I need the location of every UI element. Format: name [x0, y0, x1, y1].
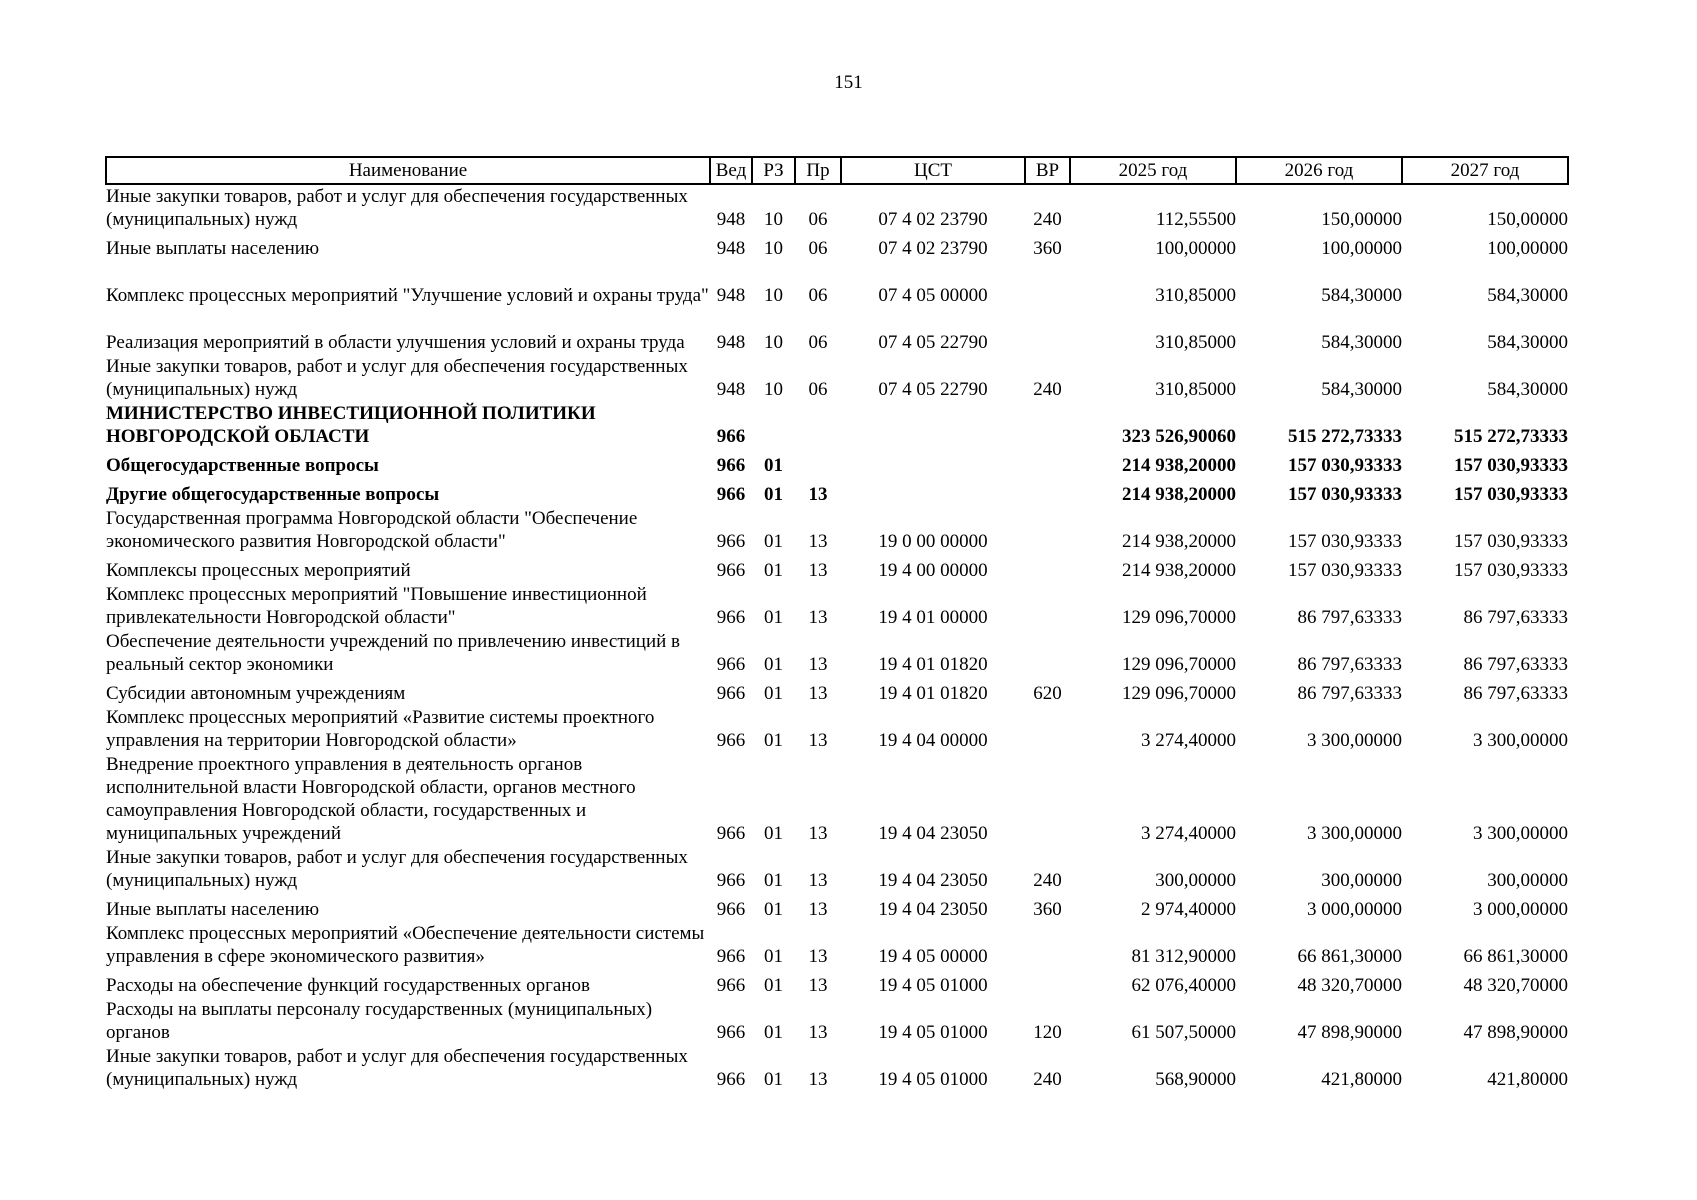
- row-ved: 966: [716, 426, 746, 447]
- row-2025: 3 274,40000: [1141, 730, 1236, 751]
- row-2027: 157 030,93333: [1454, 484, 1568, 505]
- table-row: [106, 582, 1568, 629]
- row-cst: 07 4 02 23790: [878, 209, 988, 230]
- row-rz: 01: [764, 683, 783, 704]
- table-row: [106, 921, 1568, 968]
- table-row: [106, 629, 1568, 676]
- table-row: [106, 553, 1568, 582]
- row-pr: 13: [808, 1022, 828, 1043]
- row-2027: 584,30000: [1487, 285, 1568, 306]
- row-2027: 86 797,63333: [1463, 683, 1568, 704]
- row-2026: 86 797,63333: [1297, 654, 1402, 675]
- row-2026: 157 030,93333: [1288, 560, 1402, 581]
- row-2027: 157 030,93333: [1454, 531, 1568, 552]
- row-vr: 360: [1033, 238, 1062, 259]
- row-vr: [1025, 629, 1070, 676]
- row-2027: 3 300,00000: [1473, 823, 1568, 844]
- row-pr: 13: [808, 870, 828, 891]
- row-rz: 01: [764, 560, 783, 581]
- row-2026: 300,00000: [1321, 870, 1402, 891]
- row-ved: 966: [716, 484, 746, 505]
- row-rz: [752, 401, 795, 448]
- row-ved: 966: [716, 654, 746, 675]
- row-2025: 300,00000: [1155, 870, 1236, 891]
- row-vr: 240: [1033, 209, 1062, 230]
- row-vr: [1025, 307, 1070, 354]
- row-2025: 310,85000: [1155, 379, 1236, 400]
- row-2026: 66 861,30000: [1297, 946, 1402, 967]
- row-2027: 421,80000: [1487, 1069, 1568, 1090]
- row-ved: 948: [716, 285, 746, 306]
- row-pr: 13: [808, 730, 828, 751]
- row-2025: 129 096,70000: [1122, 607, 1236, 628]
- row-cst: 19 4 05 01000: [878, 1022, 988, 1043]
- row-name: Иные закупки товаров, работ и услуг для обеспечения государственных (муниципальных) нужд: [106, 1046, 688, 1090]
- row-pr: [795, 401, 841, 448]
- row-vr: 620: [1033, 683, 1062, 704]
- row-2025: 214 938,20000: [1122, 455, 1236, 476]
- row-cst: 19 4 04 23050: [878, 870, 988, 891]
- row-2025: 310,85000: [1155, 332, 1236, 353]
- row-2025: 129 096,70000: [1122, 654, 1236, 675]
- row-2025: 62 076,40000: [1131, 975, 1236, 996]
- row-ved: 948: [716, 332, 746, 353]
- row-rz: 01: [764, 975, 783, 996]
- table-row-subsection: [106, 477, 1568, 506]
- row-2026: 3 000,00000: [1307, 899, 1402, 920]
- row-cst: 19 4 04 23050: [878, 823, 988, 844]
- row-pr: 13: [808, 607, 828, 628]
- row-ved: 966: [716, 975, 746, 996]
- row-2027: 100,00000: [1487, 238, 1568, 259]
- row-name: Обеспечение деятельности учреждений по привлечению инвестиций в реальный сектор экономики: [106, 631, 681, 675]
- row-name: Общегосударственные вопросы: [106, 455, 379, 476]
- row-2026: 421,80000: [1321, 1069, 1402, 1090]
- row-rz: 01: [764, 531, 783, 552]
- row-2027: 86 797,63333: [1463, 654, 1568, 675]
- row-pr: 13: [808, 683, 828, 704]
- row-2026: 584,30000: [1321, 285, 1402, 306]
- row-rz: 01: [764, 870, 783, 891]
- row-vr: [1025, 921, 1070, 968]
- row-ved: 948: [716, 238, 746, 259]
- row-ved: 948: [716, 209, 746, 230]
- row-vr: [1025, 506, 1070, 553]
- row-2026: 86 797,63333: [1297, 607, 1402, 628]
- header-cst: ЦСТ: [841, 157, 1025, 184]
- row-pr: 13: [808, 899, 828, 920]
- row-2027: 300,00000: [1487, 870, 1568, 891]
- row-2025: 310,85000: [1155, 285, 1236, 306]
- row-2027: 157 030,93333: [1454, 560, 1568, 581]
- row-pr: 13: [808, 946, 828, 967]
- row-ved: 966: [716, 560, 746, 581]
- row-cst: 19 0 00 00000: [878, 531, 988, 552]
- row-rz: 01: [764, 823, 783, 844]
- row-2026: 157 030,93333: [1288, 531, 1402, 552]
- row-name: Иные выплаты населению: [106, 899, 320, 920]
- table-row: [106, 506, 1568, 553]
- table-row: [106, 845, 1568, 892]
- header-2026: 2026 год: [1236, 157, 1402, 184]
- row-2027: 47 898,90000: [1463, 1022, 1568, 1043]
- row-name: Комплекс процессных мероприятий "Повышение инвестиционной привлекательности Новгородской области": [106, 584, 647, 628]
- row-rz: 01: [764, 899, 783, 920]
- budget-table: [105, 156, 1569, 1091]
- row-2026: 584,30000: [1321, 332, 1402, 353]
- row-name: Комплекс процессных мероприятий «Обеспечение деятельности системы управления в сфере экономического развития»: [106, 923, 705, 967]
- row-vr: [1025, 752, 1070, 845]
- row-ved: 966: [716, 946, 746, 967]
- row-2026: 584,30000: [1321, 379, 1402, 400]
- header-rz: РЗ: [752, 157, 795, 184]
- row-vr: 120: [1033, 1022, 1062, 1043]
- table-row-ministry: [106, 401, 1568, 448]
- header-2027: 2027 год: [1402, 157, 1568, 184]
- row-cst: [841, 401, 1025, 448]
- row-name: Внедрение проектного управления в деятельность органов исполнительной власти Новгородской области, органов местного самоуправления Новгородской области, государственных и муниципальных учреждений: [106, 754, 636, 844]
- row-vr: [1025, 401, 1070, 448]
- row-ved: 948: [716, 379, 746, 400]
- row-ved: 966: [716, 870, 746, 891]
- row-name: Иные закупки товаров, работ и услуг для обеспечения государственных (муниципальных) нужд: [106, 356, 688, 400]
- row-pr: 13: [808, 560, 828, 581]
- row-vr: 240: [1033, 1069, 1062, 1090]
- row-cst: 07 4 05 00000: [878, 285, 988, 306]
- row-name: Иные закупки товаров, работ и услуг для обеспечения государственных (муниципальных) нужд: [106, 186, 688, 230]
- row-cst: 19 4 05 01000: [878, 1069, 988, 1090]
- row-name: Иные закупки товаров, работ и услуг для обеспечения государственных (муниципальных) нужд: [106, 847, 688, 891]
- row-pr: 13: [808, 1069, 828, 1090]
- row-ved: 966: [716, 1022, 746, 1043]
- row-2025: 61 507,50000: [1131, 1022, 1236, 1043]
- row-2025: 214 938,20000: [1122, 531, 1236, 552]
- table-row: [106, 231, 1568, 260]
- row-cst: 07 4 02 23790: [878, 238, 988, 259]
- row-2025: 3 274,40000: [1141, 823, 1236, 844]
- header-pr: Пр: [795, 157, 841, 184]
- row-name: МИНИСТЕРСТВО ИНВЕСТИЦИОННОЙ ПОЛИТИКИ НОВГОРОДСКОЙ ОБЛАСТИ: [106, 403, 596, 447]
- row-2026: 150,00000: [1321, 209, 1402, 230]
- row-2025: 81 312,90000: [1131, 946, 1236, 967]
- row-2027: 66 861,30000: [1463, 946, 1568, 967]
- row-cst: 19 4 04 00000: [878, 730, 988, 751]
- row-ved: 966: [716, 683, 746, 704]
- row-2025: 2 974,40000: [1141, 899, 1236, 920]
- row-ved: 966: [716, 455, 746, 476]
- row-pr: [795, 448, 841, 477]
- row-rz: 10: [764, 332, 783, 353]
- row-2026: 48 320,70000: [1297, 975, 1402, 996]
- row-cst: 19 4 01 01820: [878, 683, 988, 704]
- table-row: [106, 354, 1568, 401]
- row-cst: [841, 448, 1025, 477]
- row-2025: 129 096,70000: [1122, 683, 1236, 704]
- row-vr: 240: [1033, 379, 1062, 400]
- row-name: Комплексы процессных мероприятий: [106, 560, 411, 581]
- table-row: [106, 184, 1568, 231]
- row-pr: 13: [808, 531, 828, 552]
- row-vr: [1025, 968, 1070, 997]
- table-header-row: [106, 157, 1568, 184]
- row-2025: 100,00000: [1155, 238, 1236, 259]
- table-row: [106, 307, 1568, 354]
- table-row: [106, 705, 1568, 752]
- row-pr: 13: [808, 484, 828, 505]
- row-vr: [1025, 260, 1070, 307]
- row-ved: 966: [716, 1069, 746, 1090]
- row-cst: 19 4 01 00000: [878, 607, 988, 628]
- row-name: Другие общегосударственные вопросы: [106, 484, 440, 505]
- row-cst: 19 4 05 01000: [878, 975, 988, 996]
- row-pr: 06: [808, 238, 828, 259]
- row-rz: 01: [764, 455, 783, 476]
- row-2026: 86 797,63333: [1297, 683, 1402, 704]
- row-rz: 01: [764, 1069, 783, 1090]
- row-2026: 157 030,93333: [1288, 455, 1402, 476]
- row-2026: 3 300,00000: [1307, 823, 1402, 844]
- row-name: Расходы на выплаты персоналу государственных (муниципальных) органов: [106, 999, 653, 1043]
- row-vr: 360: [1033, 899, 1062, 920]
- table-row: [106, 997, 1568, 1044]
- table-row: [106, 968, 1568, 997]
- row-ved: 966: [716, 730, 746, 751]
- row-2026: 3 300,00000: [1307, 730, 1402, 751]
- row-2025: 214 938,20000: [1122, 484, 1236, 505]
- row-vr: [1025, 477, 1070, 506]
- row-name: Расходы на обеспечение функций государственных органов: [106, 975, 590, 996]
- row-pr: 06: [808, 209, 828, 230]
- row-2025: 323 526,90060: [1122, 426, 1236, 447]
- row-ved: 966: [716, 899, 746, 920]
- table-row: [106, 1044, 1568, 1091]
- row-2026: 100,00000: [1321, 238, 1402, 259]
- row-2027: 48 320,70000: [1463, 975, 1568, 996]
- row-2027: 3 000,00000: [1473, 899, 1568, 920]
- row-2026: 47 898,90000: [1297, 1022, 1402, 1043]
- row-vr: 240: [1033, 870, 1062, 891]
- table-row: [106, 752, 1568, 845]
- row-2027: 3 300,00000: [1473, 730, 1568, 751]
- row-cst: [841, 477, 1025, 506]
- row-cst: 19 4 00 00000: [878, 560, 988, 581]
- row-vr: [1025, 448, 1070, 477]
- row-pr: 06: [808, 379, 828, 400]
- table-row: [106, 676, 1568, 705]
- row-ved: 966: [716, 531, 746, 552]
- row-cst: 07 4 05 22790: [878, 379, 988, 400]
- row-cst: 07 4 05 22790: [878, 332, 988, 353]
- row-vr: [1025, 553, 1070, 582]
- header-ved: Вед: [710, 157, 752, 184]
- row-2027: 157 030,93333: [1454, 455, 1568, 476]
- row-cst: 19 4 04 23050: [878, 899, 988, 920]
- row-2025: 112,55500: [1155, 209, 1236, 230]
- row-2025: 214 938,20000: [1122, 560, 1236, 581]
- page-number: 151: [834, 72, 863, 93]
- row-ved: 966: [716, 607, 746, 628]
- row-ved: 966: [716, 823, 746, 844]
- row-pr: 06: [808, 332, 828, 353]
- row-cst: 19 4 05 00000: [878, 946, 988, 967]
- row-rz: 01: [764, 484, 783, 505]
- header-vr: ВР: [1025, 157, 1070, 184]
- row-rz: 01: [764, 654, 783, 675]
- row-2027: 584,30000: [1487, 379, 1568, 400]
- row-pr: 13: [808, 823, 828, 844]
- header-name: Наименование: [106, 157, 710, 184]
- row-rz: 10: [764, 209, 783, 230]
- table-row: [106, 260, 1568, 307]
- row-2027: 515 272,73333: [1454, 426, 1568, 447]
- header-2025: 2025 год: [1070, 157, 1236, 184]
- row-pr: 06: [808, 285, 828, 306]
- row-rz: 10: [764, 238, 783, 259]
- row-rz: 01: [764, 946, 783, 967]
- table-row: [106, 892, 1568, 921]
- row-name: Комплекс процессных мероприятий "Улучшение условий и охраны труда": [106, 285, 709, 306]
- row-rz: 01: [764, 1022, 783, 1043]
- row-name: Государственная программа Новгородской области "Обеспечение экономического развития Новгородской области": [106, 508, 638, 552]
- row-name: Комплекс процессных мероприятий «Развитие системы проектного управления на территории Новгородской области»: [106, 707, 655, 751]
- row-name: Иные выплаты населению: [106, 238, 320, 259]
- row-2025: 568,90000: [1155, 1069, 1236, 1090]
- row-2027: 584,30000: [1487, 332, 1568, 353]
- row-2027: 86 797,63333: [1463, 607, 1568, 628]
- row-rz: 01: [764, 607, 783, 628]
- row-rz: 01: [764, 730, 783, 751]
- row-name: Субсидии автономным учреждениям: [106, 683, 406, 704]
- row-pr: 13: [808, 654, 828, 675]
- table-row-section: [106, 448, 1568, 477]
- row-name: Реализация мероприятий в области улучшения условий и охраны труда: [106, 332, 685, 353]
- row-rz: 10: [764, 379, 783, 400]
- row-2026: 157 030,93333: [1288, 484, 1402, 505]
- row-2026: 515 272,73333: [1288, 426, 1402, 447]
- row-vr: [1025, 705, 1070, 752]
- row-cst: 19 4 01 01820: [878, 654, 988, 675]
- row-2027: 150,00000: [1487, 209, 1568, 230]
- row-rz: 10: [764, 285, 783, 306]
- row-vr: [1025, 582, 1070, 629]
- row-pr: 13: [808, 975, 828, 996]
